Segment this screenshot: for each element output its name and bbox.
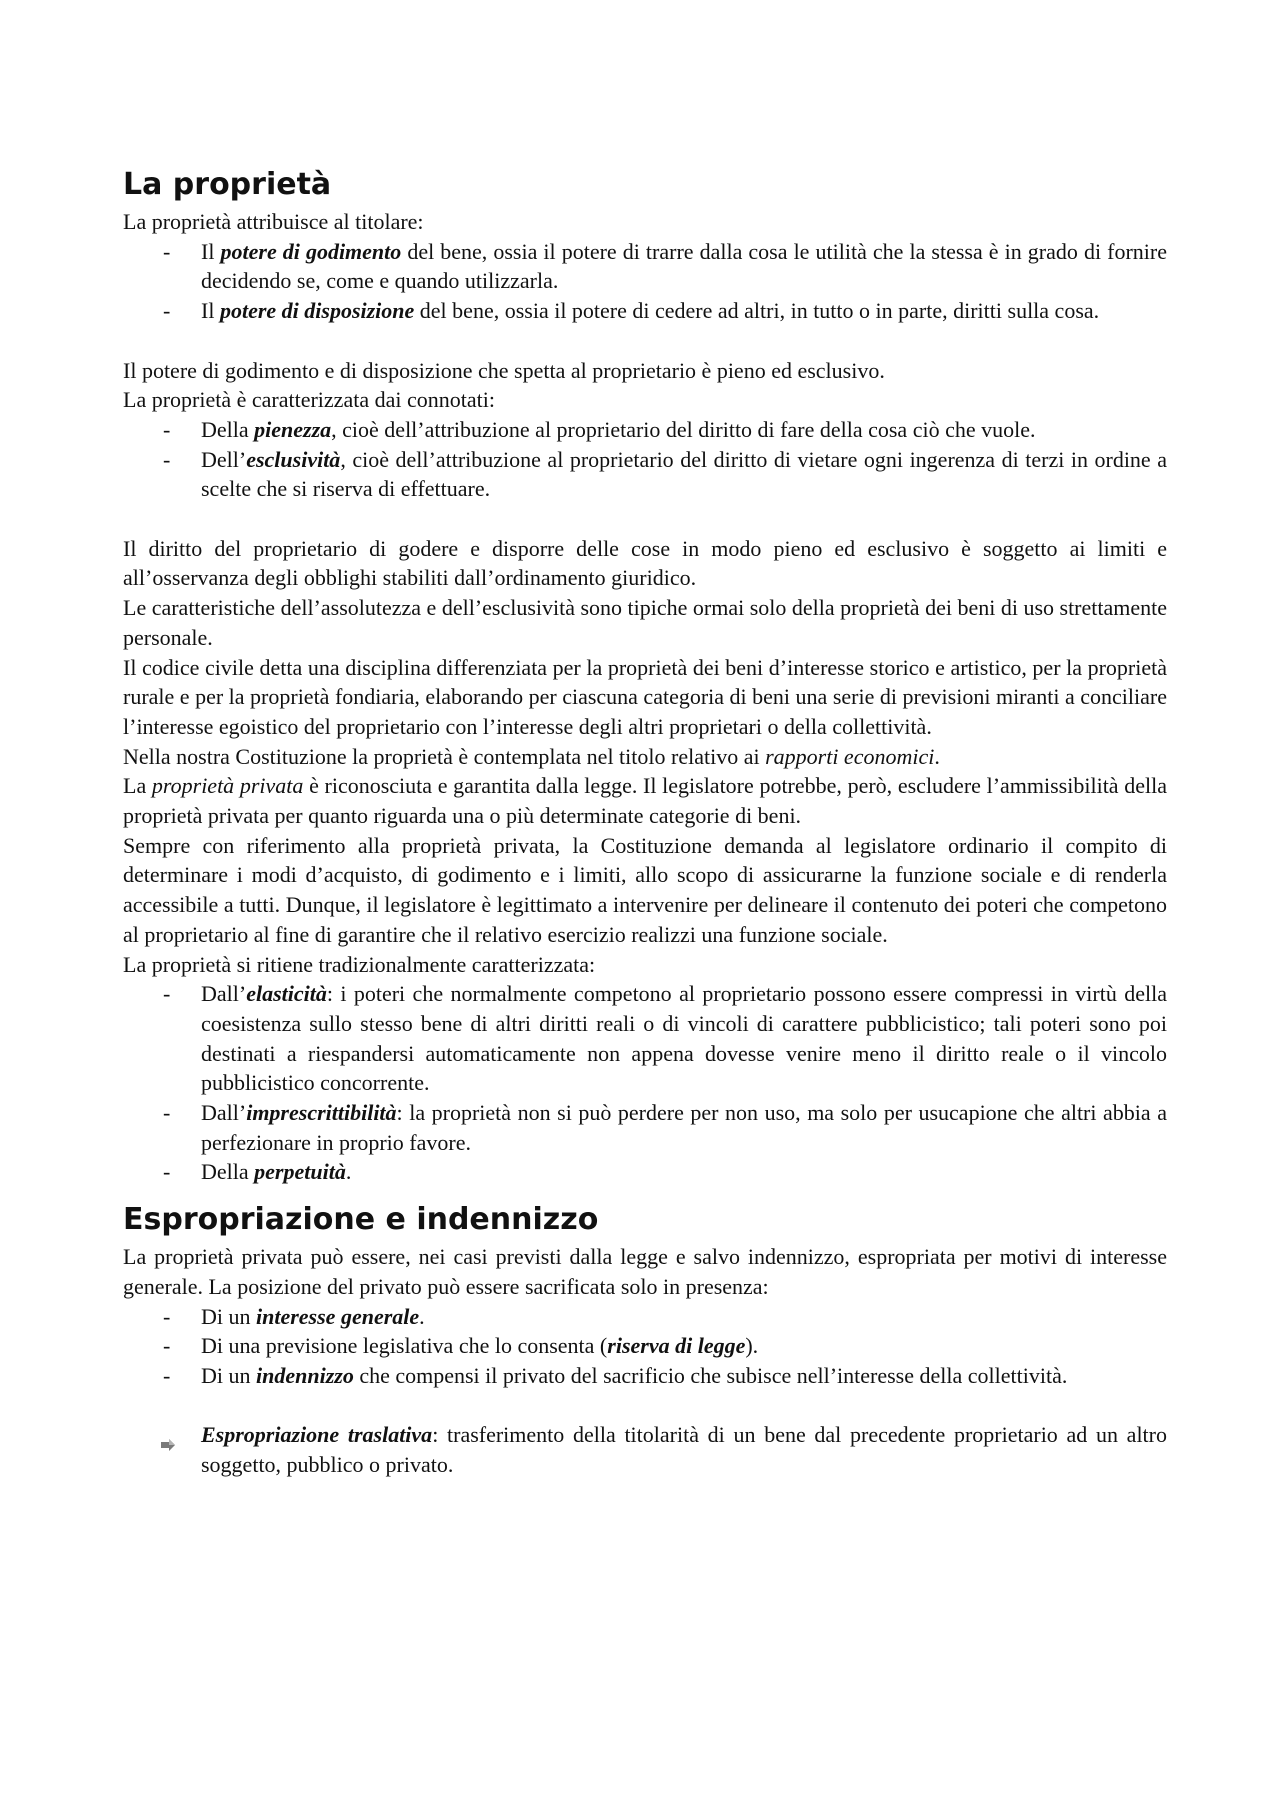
list-item xyxy=(123,1302,1167,1332)
dash-marker: - xyxy=(163,1303,171,1329)
list-caratteri xyxy=(123,979,1167,1187)
list-item xyxy=(123,1098,1167,1157)
emphasis-text: proprietà privata xyxy=(151,773,304,799)
list-item-term: imprescrittibilità xyxy=(246,1100,397,1126)
dash-marker: - xyxy=(163,981,171,1007)
list-item-text: ). xyxy=(745,1333,759,1359)
dash-marker: - xyxy=(163,238,171,264)
dash-marker: - xyxy=(163,1362,171,1388)
list-item-text: . xyxy=(345,1159,352,1185)
list-poteri xyxy=(123,237,1167,326)
list-item-text: Di una previsione legislativa che lo consenta ( xyxy=(201,1333,608,1359)
list-item xyxy=(123,237,1167,296)
list-item-text: Dall’ xyxy=(201,981,247,1007)
paragraph-intro: La proprietà attribuisce al titolare: xyxy=(123,209,424,234)
paragraph-pieno: Il potere di godimento e di disposizione che spetta al proprietario è pieno ed esclusivo. xyxy=(123,357,885,383)
list-item-text: del bene, ossia il potere di trarre dalla cosa le utilità che la stessa è in grado di fornire decidendo se, come e quando utilizzarla. xyxy=(201,238,1167,294)
list-item-text: Dell’ xyxy=(201,446,247,472)
paragraph-costituzione xyxy=(123,742,1167,772)
list-item xyxy=(123,296,1167,326)
paragraph-privata xyxy=(123,771,1167,830)
paragraph-text: Nella nostra Costituzione la proprietà è contemplata nel titolo relativo ai xyxy=(123,743,766,769)
paragraph-text: è riconosciuta e garantita dalla legge. Il legislatore potrebbe, però, escludere l’ammissibilità della proprietà privata per quanto riguarda una o più determinate categorie di beni. xyxy=(123,773,1167,829)
list-item-text: Di un xyxy=(201,1362,256,1388)
paragraph-text: . xyxy=(934,743,940,769)
list-item-text: Il xyxy=(201,298,220,324)
arrow-item-text: : trasferimento della titolarità di un bene dal precedente proprietario ad un altro soggetto, pubblico o privato. xyxy=(201,1422,1167,1478)
paragraph-tradizionale: La proprietà si ritiene tradizionalmente caratterizzata: xyxy=(123,951,596,977)
list-item-term: potere di disposizione xyxy=(219,298,415,324)
list-item xyxy=(123,1157,1167,1187)
list-item-text: : i poteri che normalmente competono al proprietario possono essere compressi in virtù della coesistenza sullo stesso bene di altri diritti reali o di vincoli di carattere pubblicistico; tali poteri sono poi destinati a riespandersi automaticamente non appena dovesse venire meno il diritto reale o il vincolo pubblicistico concorrente. xyxy=(201,981,1167,1096)
list-item xyxy=(123,415,1167,445)
arrow-item-term: Espropriazione traslativa xyxy=(201,1422,433,1448)
paragraph-codice: Il codice civile detta una disciplina differenziata per la proprietà dei beni d’interesse storico e artistico, per la proprietà rurale e per la proprietà fondiaria, elaborando per ciascuna categoria di beni una serie di previsioni miranti a conciliare l’interesse egoistico del proprietario con l’interesse degli altri proprietari o della collettività. xyxy=(123,654,1167,739)
list-item xyxy=(123,1361,1167,1391)
dash-marker: - xyxy=(163,1159,171,1185)
list-item-term: potere di godimento xyxy=(220,238,402,264)
list-item-term: perpetuità xyxy=(254,1159,346,1185)
list-item-term: pienezza xyxy=(254,416,332,442)
list-presupposti xyxy=(123,1302,1167,1391)
list-item-text: : la proprietà non si può perdere per non uso, ma solo per usucapione che altri abbia a perfezionare in proprio favore. xyxy=(201,1100,1167,1155)
list-item-text: del bene, ossia il potere di cedere ad altri, in tutto o in parte, diritti sulla cosa. xyxy=(414,298,1100,324)
emphasis-text: rapporti economici xyxy=(765,743,935,769)
list-item-term: indennizzo xyxy=(256,1362,354,1388)
paragraph-text: La xyxy=(123,773,152,799)
list-item-text: Dall’ xyxy=(201,1100,247,1126)
dash-marker: - xyxy=(163,416,171,442)
list-item-text: , cioè dell’attribuzione al proprietario del diritto di fare della cosa ciò che vuole. xyxy=(331,416,1036,442)
list-item-term: interesse generale xyxy=(256,1303,420,1329)
list-item-text: . xyxy=(419,1303,425,1329)
list-item-text: Della xyxy=(201,1159,255,1185)
list-item-text: Della xyxy=(201,416,255,442)
list-connotati xyxy=(123,415,1167,504)
list-item xyxy=(123,979,1167,1098)
dash-marker: - xyxy=(163,298,171,324)
list-item-term: esclusività xyxy=(246,446,341,472)
section-title-espropriazione: Espropriazione e indennizzo xyxy=(123,1202,599,1238)
paragraph-esproprio-intro: La proprietà privata può essere, nei casi previsti dalla legge e salvo indennizzo, espropriata per motivi di interesse generale. La posizione del privato può essere sacrificata solo in presenza: xyxy=(123,1244,1167,1299)
dash-marker: - xyxy=(163,446,171,472)
arrow-list-item xyxy=(123,1420,1167,1479)
document-page xyxy=(123,168,1167,1480)
arrow-bullet-icon xyxy=(161,1429,175,1441)
paragraph-connotati: La proprietà è caratterizzata dai connotati: xyxy=(123,387,495,413)
list-item-text: Il xyxy=(201,238,221,264)
paragraph-sempre: Sempre con riferimento alla proprietà privata, la Costituzione demanda al legislatore ordinario il compito di determinare i modi d’acquisto, di godimento e i limiti, allo scopo di assicurarne la funzione sociale e di renderla accessibile a tutti. Dunque, il legislatore è legittimato a intervenire per delineare il contenuto dei poteri che competono al proprietario al fine di garantire che il relativo esercizio realizzi una funzione sociale. xyxy=(123,832,1167,947)
section-title-proprieta: La proprietà xyxy=(123,167,332,202)
list-item-text: , cioè dell’attribuzione al proprietario del diritto di vietare ogni ingerenza di terzi in ordine a scelte che si riserva di effettuare. xyxy=(201,446,1167,502)
list-item xyxy=(123,445,1167,504)
dash-marker: - xyxy=(163,1333,171,1359)
paragraph-limiti: Il diritto del proprietario di godere e disporre delle cose in modo pieno ed esclusivo è soggetto ai limiti e all’osservanza degli obblighi stabiliti dall’ordinamento giuridico. xyxy=(123,535,1167,591)
dash-marker: - xyxy=(163,1100,171,1126)
paragraph-assolutezza: Le caratteristiche dell’assolutezza e dell’esclusività sono tipiche ormai solo della proprietà dei beni di uso strettamente personale. xyxy=(123,595,1168,650)
list-item-text: che compensi il privato del sacrificio che subisce nell’interesse della collettività. xyxy=(353,1362,1068,1388)
list-item-term: riserva di legge xyxy=(607,1333,746,1359)
list-item-term: elasticità xyxy=(246,981,327,1007)
list-item-text: Di un xyxy=(201,1303,256,1329)
list-item xyxy=(123,1331,1167,1361)
